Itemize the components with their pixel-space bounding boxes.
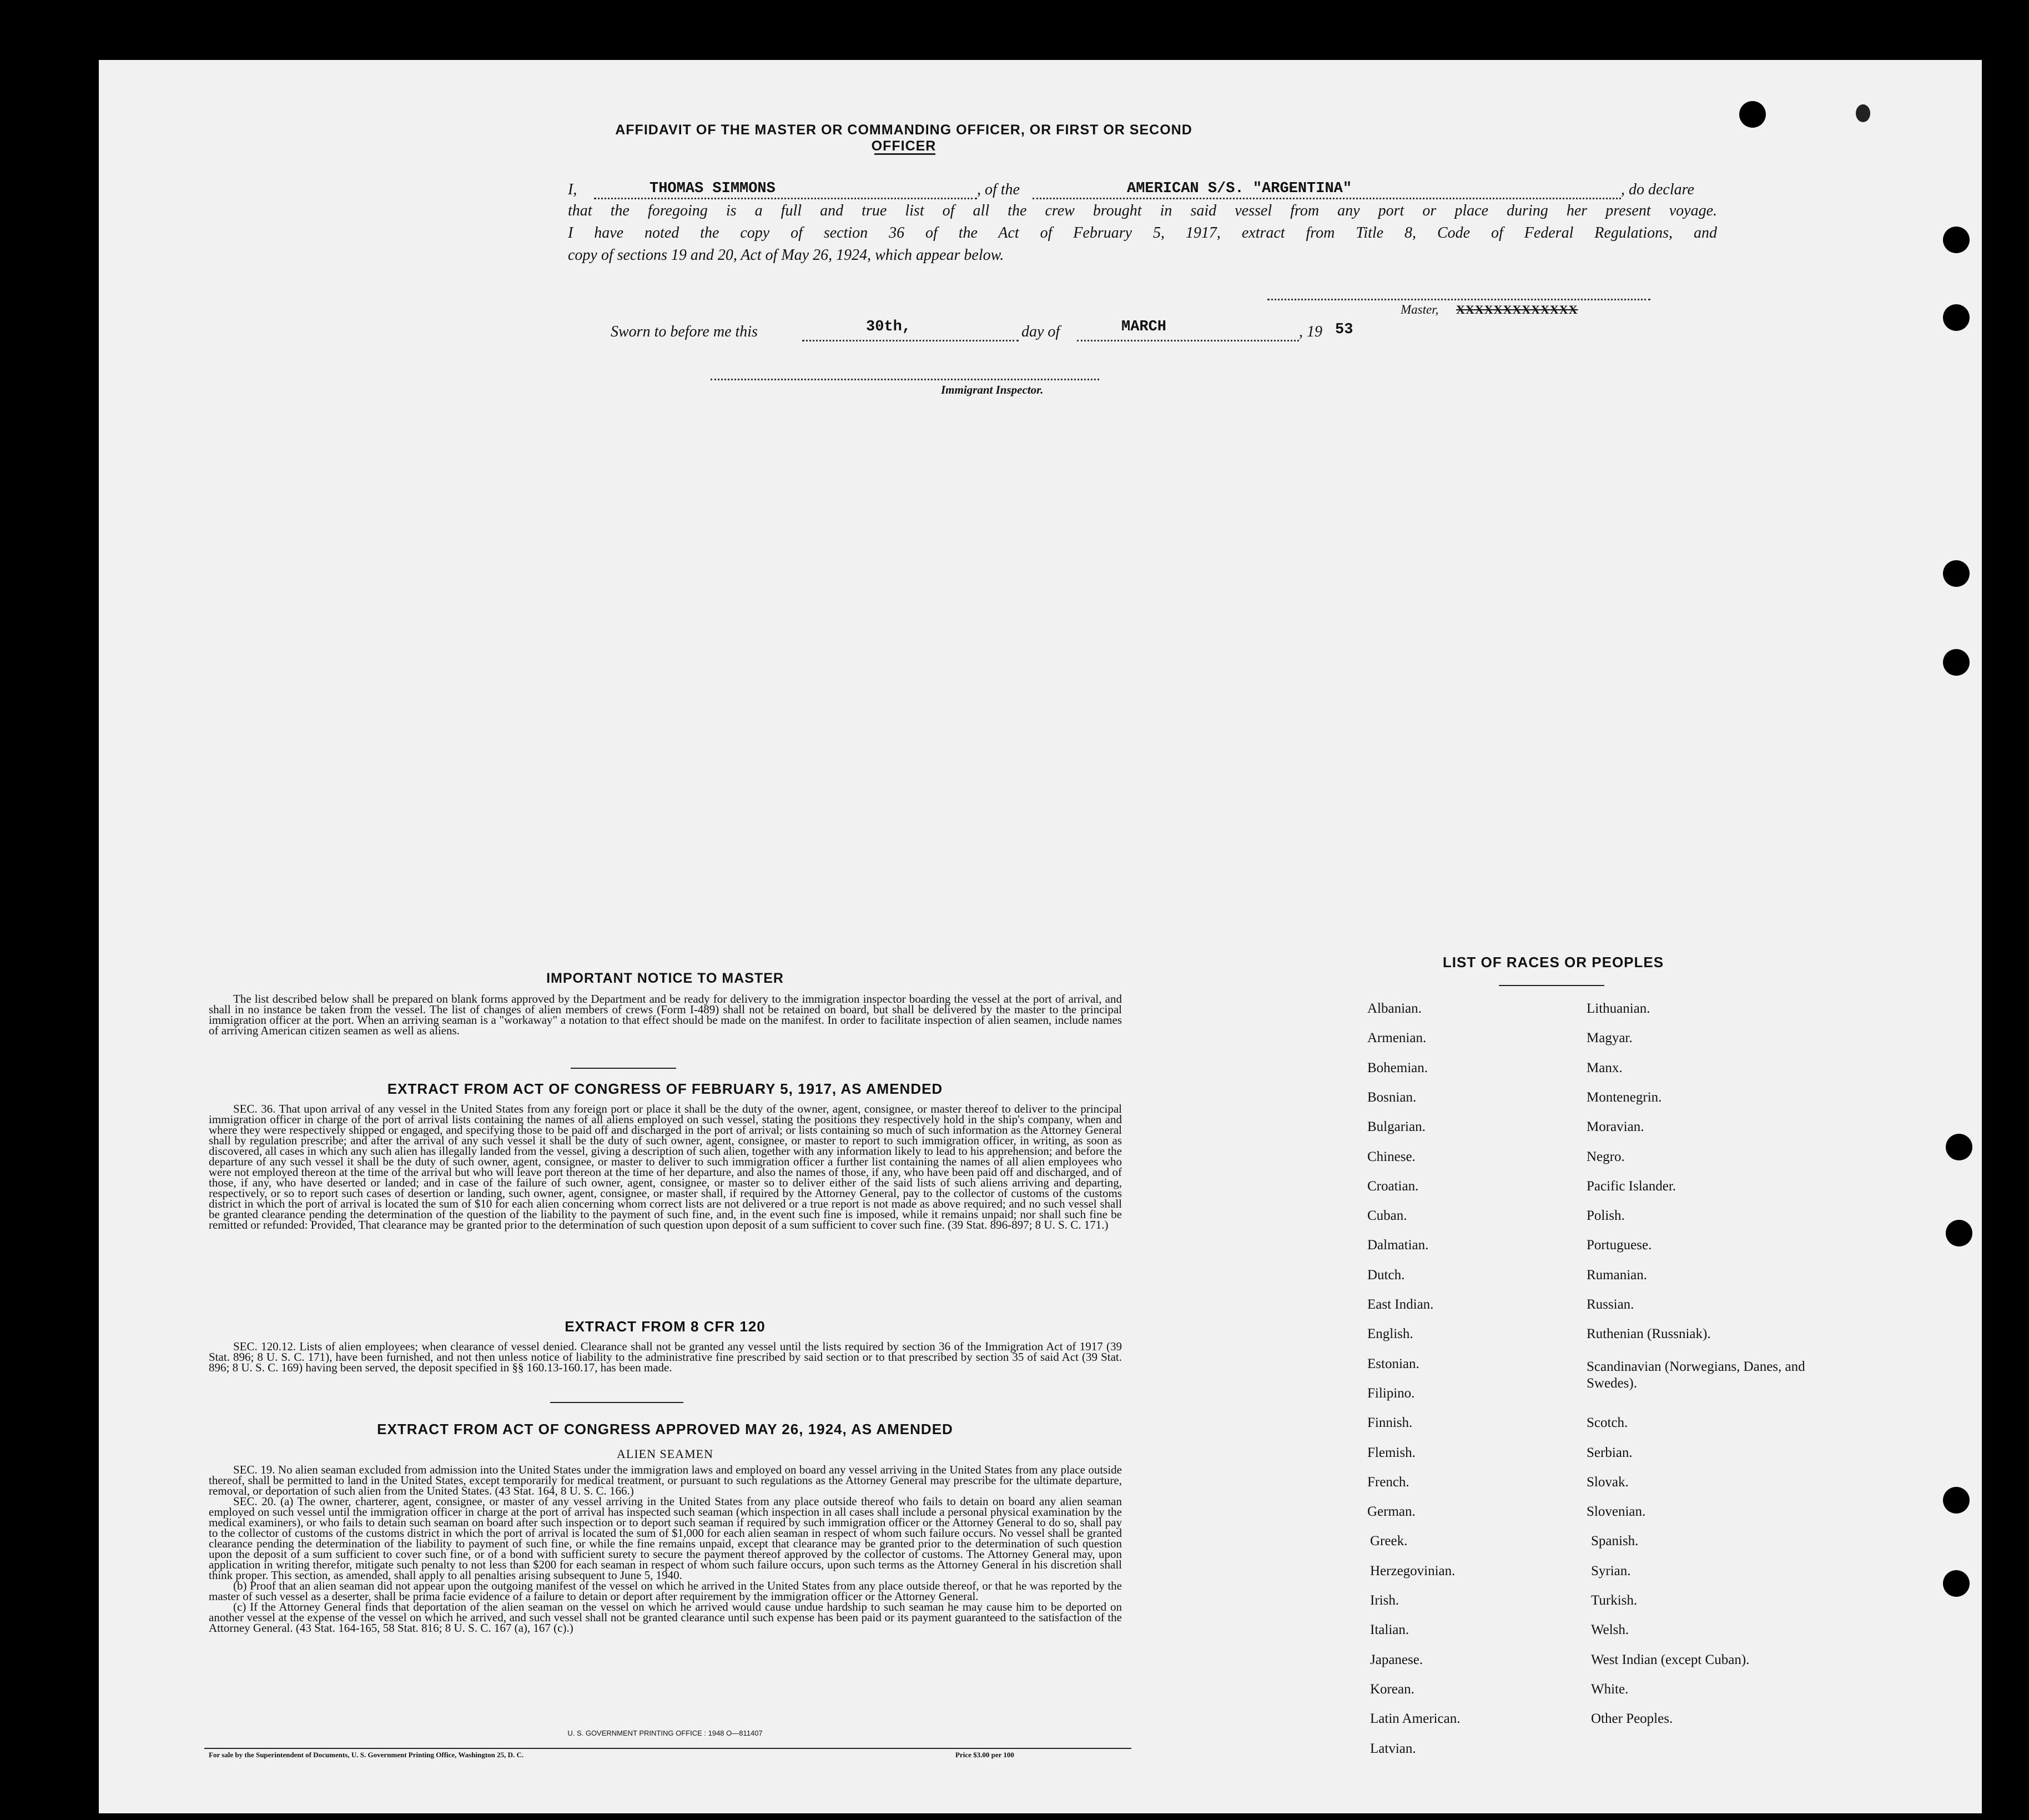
- affidavit-line-4: copy of sections 19 and 20, Act of May 26, 1924, which appear below.: [568, 247, 1004, 264]
- vessel-line: [1033, 198, 1621, 199]
- title-underline: [874, 153, 935, 155]
- race-item: Portuguese.: [1587, 1238, 1652, 1253]
- race-item: Finnish.: [1367, 1415, 1413, 1431]
- sworn-label: Sworn to before me this: [611, 323, 758, 340]
- day-line: [802, 340, 1019, 341]
- ink-speck: [1856, 104, 1870, 122]
- of-the-label: , of the: [977, 181, 1020, 198]
- inspector-signature-line: [711, 379, 1099, 380]
- race-item: English.: [1367, 1326, 1413, 1342]
- extract-1924-title: EXTRACT FROM ACT OF CONGRESS APPROVED MAY 26, 1924, AS AMENDED: [377, 1421, 953, 1437]
- day-of-label: day of: [1021, 323, 1060, 340]
- race-item: Latvian.: [1370, 1741, 1416, 1756]
- extract-1917-paragraph: SEC. 36. That upon arrival of any vessel in the United States from any foreign port or place it shall be the duty of the owner, agent, consignee, or master thereof to deliver to the principal immigration officer in charge of the port of arrival lists containing the names of all aliens employed on such vessel, stating the positions they respectively hold in the ship's company, when and where they were respectively shipped or engaged, and specifying those to be paid off and discharged in the port of arrival; or lists containing so much of such information as the Attorney General shall by regulation prescribe; and after the arrival of any such vessel it shall be the duty of such owner, agent, consignee, or master to report to such immigration officer, in writing, as soon as discovered, all cases in which any such alien has illegally landed from the vessel, giving a description of such alien, together with any information likely to lead to his apprehension; and before the departure of any such vessel it shall be the duty of such owner, agent, consignee, or master to deliver to such immigration officer a further list containing the names of all alien employees who were not employed thereon at the time of the arrival but who will leave port thereon at the time of her departure, and also the names of those, if any, who have been paid off and discharged, and of those, if any, who have deserted or landed; and in case of the failure of such owner, agent, consignee, or master so to deliver either of the said lists of such aliens arriving and departing, respectively, or so to report such cases of desertion or landing, such owner, agent, consignee, or master shall, if required by the Attorney General, pay to the collector of customs of the customs district in which the port of arrival is located the sum of $10 for each alien concerning whom correct lists are not delivered or a true report is not made as above required; and no such vessel shall be granted clearance pending the determination of the question of the liability to the payment of such fine, and, in the event such fine is imposed, while it remains unpaid; nor shall such fine be remitted or refunded: Provided, That clearance may be granted prior to the determination of such question upon deposit of a sum sufficient to cover such fine. (39 Stat. 896-897; 8 U. S. C. 171.): [209, 1102, 1122, 1231]
- race-item: Dalmatian.: [1367, 1238, 1429, 1253]
- notice-text: [209, 994, 1122, 1036]
- race-item: Chinese.: [1367, 1149, 1416, 1164]
- race-item: Estonian.: [1367, 1356, 1419, 1371]
- race-item: Filipino.: [1367, 1385, 1415, 1401]
- inspector-label: Immigrant Inspector.: [941, 383, 1044, 396]
- punch-hole: [1943, 649, 1970, 676]
- race-item: Polish.: [1587, 1208, 1625, 1224]
- race-item: East Indian.: [1367, 1297, 1434, 1312]
- punch-hole: [1739, 101, 1766, 128]
- punch-hole: [1943, 304, 1970, 331]
- race-item: Flemish.: [1367, 1445, 1416, 1460]
- race-item: Ruthenian (Russniak).: [1587, 1326, 1711, 1342]
- notice-paragraph: The list described below shall be prepared on blank forms approved by the Department and be ready for delivery to the immigration inspector boarding the vessel at the port of arrival, and shall in no instance be taken from the vessel. The list of changes of alien members of crews (Form I-489) shall not be retained on board, but shall be delivered by the master to the principal immigration officer at the port. When an arriving seaman is a "workaway" a notation to that effect should be made on the manifest. In order to facilitate inspection of alien seamen, include names of arriving American citizen seamen as well as aliens.: [209, 992, 1122, 1037]
- races-title: LIST OF RACES OR PEOPLES: [1442, 954, 1664, 971]
- name-line: [594, 198, 977, 199]
- extract-cfr-text: [209, 1341, 1122, 1373]
- race-item: White.: [1591, 1681, 1629, 1697]
- punch-hole: [1943, 227, 1970, 253]
- race-item: Scandinavian (Norwegians, Danes, and Swedes).: [1587, 1359, 1805, 1391]
- extract-1917-text: [209, 1104, 1122, 1230]
- punch-hole: [1943, 1487, 1970, 1514]
- race-item: Syrian.: [1591, 1563, 1631, 1578]
- master-signature-line: [1267, 299, 1650, 300]
- extract-cfr-title: EXTRACT FROM 8 CFR 120: [565, 1318, 766, 1335]
- race-item: Montenegrin.: [1587, 1089, 1662, 1105]
- race-item: Latin American.: [1370, 1711, 1461, 1727]
- race-item: Dutch.: [1367, 1267, 1405, 1283]
- races-title-underline: [1499, 985, 1604, 986]
- month-line: [1077, 340, 1299, 341]
- race-item: Manx.: [1587, 1060, 1623, 1075]
- race-item: Negro.: [1587, 1149, 1625, 1164]
- notice-title: IMPORTANT NOTICE TO MASTER: [546, 971, 784, 986]
- affidavit-line-2: that the foregoing is a full and true list of all the crew brought in said vessel from any port or place during her present voyage.: [568, 202, 1717, 219]
- race-item: Scotch.: [1587, 1415, 1628, 1431]
- race-item: Slovak.: [1587, 1474, 1629, 1490]
- race-item: German.: [1367, 1504, 1416, 1520]
- do-declare-label: , do declare: [1621, 181, 1694, 198]
- sworn-day-field[interactable]: 30th,: [866, 319, 912, 335]
- race-item: Herzegovinian.: [1370, 1563, 1456, 1578]
- race-item: Pacific Islander.: [1587, 1178, 1676, 1194]
- punch-hole: [1943, 1570, 1970, 1597]
- race-item: Italian.: [1370, 1622, 1409, 1638]
- master-name-field[interactable]: THOMAS SIMMONS: [650, 180, 776, 197]
- year-field[interactable]: 53: [1335, 321, 1353, 338]
- race-item: Armenian.: [1367, 1030, 1427, 1046]
- race-item: French.: [1367, 1474, 1409, 1490]
- race-item: Spanish.: [1591, 1534, 1639, 1549]
- master-label: Master,: [1401, 303, 1439, 316]
- race-item: West Indian (except Cuban).: [1591, 1652, 1750, 1667]
- affidavit-title: AFFIDAVIT OF THE MASTER OR COMMANDING OFFICER, OR FIRST OR SECOND OFFICER: [615, 122, 1192, 154]
- punch-hole: [1946, 1134, 1972, 1160]
- affidavit-line-3: I have noted the copy of section 36 of the Act of February 5, 1917, extract from Title 8, Code of Federal Regulations, and: [568, 224, 1717, 242]
- extract-1917-title: EXTRACT FROM ACT OF CONGRESS OF FEBRUARY 5, 1917, AS AMENDED: [387, 1080, 943, 1097]
- race-item: Serbian.: [1587, 1445, 1633, 1460]
- race-item: Turkish.: [1591, 1593, 1638, 1608]
- race-item: Irish.: [1370, 1593, 1399, 1608]
- alien-seamen-subtitle: ALIEN SEAMEN: [617, 1447, 713, 1461]
- race-item: Japanese.: [1370, 1652, 1423, 1667]
- vessel-field[interactable]: AMERICAN S/S. "ARGENTINA": [1127, 180, 1352, 197]
- sworn-month-field[interactable]: MARCH: [1121, 319, 1167, 335]
- section-20c-paragraph: (c) If the Attorney General finds that deportation of the alien seaman on the vessel on which he arrived would cause undue hardship to such seaman he may cause him to be deported on another vessel at the expense of the vessel on which he arrived, and such vessel shall not be granted clearance until such expense has been paid or its payment guaranteed to the satisfaction of the Attorney General. (43 Stat. 164-165, 58 Stat. 816; 8 U. S. C. 167 (a), 167 (c).): [209, 1600, 1122, 1635]
- section-20b-paragraph: (b) Proof that an alien seaman did not appear upon the outgoing manifest of the vessel on which he arrived in the United States from any place outside thereof, or that he was reported by the master of such vessel as a deserter, shall be prima facie evidence of a failure to detain or deport after requirement by the immigration officer or the Attorney General.: [209, 1579, 1122, 1603]
- printing-office-note: U. S. GOVERNMENT PRINTING OFFICE : 1948 O—811407: [567, 1729, 763, 1737]
- extract-1924-text: [209, 1465, 1122, 1633]
- footer-price: Price $3.00 per 100: [955, 1751, 1014, 1759]
- race-item: Greek.: [1370, 1534, 1408, 1549]
- race-item: Bulgarian.: [1367, 1119, 1426, 1135]
- race-item: Croatian.: [1367, 1178, 1419, 1194]
- footer-rule: [204, 1748, 1131, 1749]
- year-prefix: , 19: [1299, 323, 1322, 340]
- race-item: Moravian.: [1587, 1119, 1644, 1135]
- section-20a-paragraph: SEC. 20. (a) The owner, charterer, agent, consignee, or master of any vessel arriving in the United States from any place outside thereof who fails to detain on board any alien seaman employed on such vessel until the immigration officer in charge at the port of arrival has inspected such seaman (which inspection in all cases shall include a personal physical examination by the medical examiners), or who fails to detain such seaman on board after such inspection or to deport such seaman if required by such immigration officer or the Attorney General to do so, shall pay to the collector of customs of the customs district in which the port of arrival is located the sum of $1,000 for each alien seaman in respect of whom such failure occurs. No vessel shall be granted clearance pending the determination of the liability to payment of such fine, or while the fine remains unpaid, except that clearance may be granted prior to the determination of such question upon the deposit of a sum sufficient to cover such fine, or of a bond with sufficient surety to secure the payment thereof approved by the collector of customs. The Attorney General may, upon application in writing therefor, mitigate such penalty to not less than $200 for each seaman in respect of whom such failure occurs, upon such terms as the Attorney General in his discretion shall think proper. This section, as amended, shall apply to all penalties arising subsequent to June 5, 1940.: [209, 1495, 1122, 1582]
- race-item: Bohemian.: [1367, 1060, 1428, 1075]
- divider-2: [550, 1402, 683, 1403]
- section-19-paragraph: SEC. 19. No alien seaman excluded from admission into the United States under the immigration laws and employed on board any vessel arriving in the United States from any place outside thereof, shall be permitted to land in the United States, except temporarily for medical treatment, or pursuant to such regulations as the Attorney General may prescribe for the ultimate departure, removal, or deportation of such alien from the United States. (43 Stat. 164, 8 U. S. C. 166.): [209, 1463, 1122, 1497]
- i-label: I,: [568, 181, 577, 198]
- punch-hole: [1943, 560, 1970, 587]
- race-item: Slovenian.: [1587, 1504, 1646, 1520]
- race-item: Cuban.: [1367, 1208, 1407, 1224]
- race-item: Welsh.: [1591, 1622, 1629, 1638]
- race-item: Rumanian.: [1587, 1267, 1648, 1283]
- divider-1: [571, 1068, 676, 1069]
- race-item: Lithuanian.: [1587, 1001, 1650, 1016]
- form-page: [99, 60, 1982, 1813]
- extract-cfr-paragraph: SEC. 120.12. Lists of alien employees; when clearance of vessel denied. Clearance shall not be granted any vessel until the lists required by section 36 of the Immigration Act of 1917 (39 Stat. 896; 8 U. S. C. 171), have been furnished, and not then unless notice of liability to the administrative fine prescribed by said section or to that prescribed by section 35 of said Act (39 Stat. 896; 8 U. S. C. 169) having been served, the deposit specified in §§ 160.13-160.17, has been made.: [209, 1340, 1122, 1374]
- race-item: Russian.: [1587, 1297, 1634, 1312]
- race-item: Albanian.: [1367, 1001, 1422, 1016]
- footer-sale-note: For sale by the Superintendent of Documents, U. S. Government Printing Office, Washington 25, D. C.: [209, 1751, 524, 1759]
- race-item: Magyar.: [1587, 1030, 1633, 1046]
- race-item: Korean.: [1370, 1681, 1414, 1697]
- master-struck-text: XXXXXXXXXXXXX: [1456, 303, 1578, 316]
- punch-hole: [1946, 1220, 1972, 1246]
- race-item: Other Peoples.: [1591, 1711, 1673, 1727]
- race-item: Bosnian.: [1367, 1089, 1417, 1105]
